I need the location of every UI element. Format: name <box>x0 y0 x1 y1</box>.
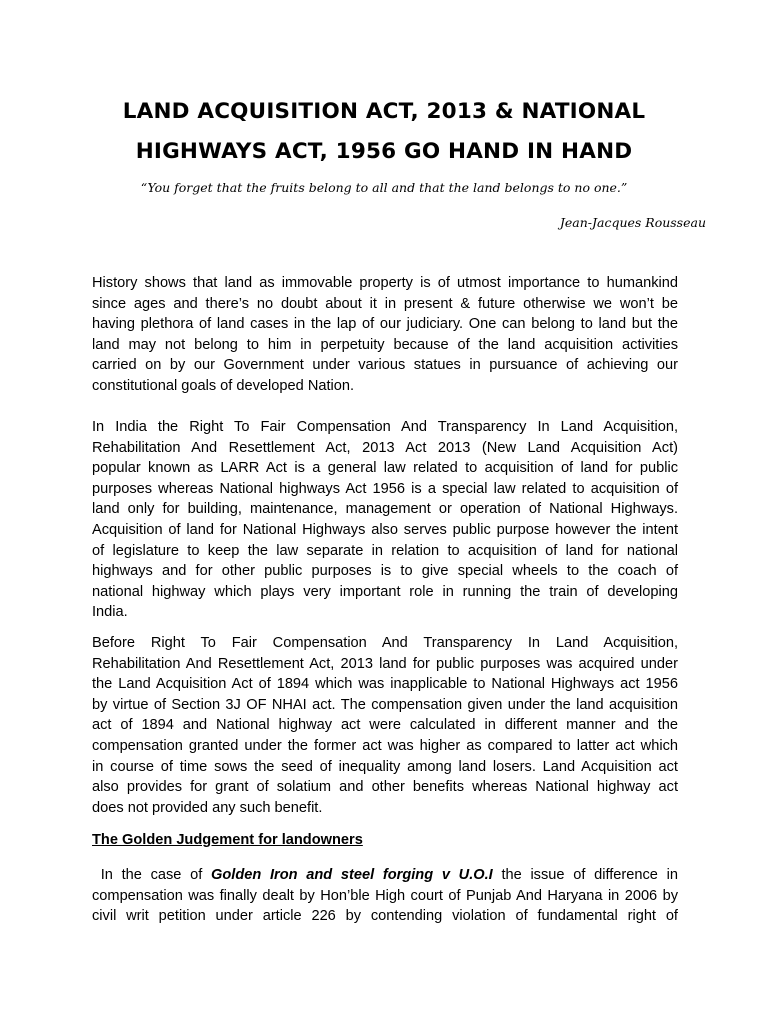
document-title-line-2: HIGHWAYS ACT, 1956 GO HAND IN HAND <box>135 139 633 164</box>
text-line: the Land Acquisition Act of 1894 which was inapplicable to National Highways act 1956 <box>92 676 678 693</box>
document-title-line-1: LAND ACQUISITION ACT, 2013 & NATIONAL <box>122 99 646 124</box>
text-line: of legislature to keep the law separate in relation to acquisition of land for national <box>92 542 678 559</box>
paragraph-before-act <box>92 633 678 818</box>
text-line: compensation granted under the former act was higher as compared to latter act which <box>92 737 678 754</box>
text-line: national highway which plays very important role in running the train of developing <box>92 583 678 600</box>
text-line: civil writ petition under article 226 by contending violation of fundamental right of <box>92 908 678 925</box>
case-name: Golden Iron and steel forging v U.O.I <box>211 867 493 883</box>
text-line: constitutional goals of developed Nation. <box>92 377 355 394</box>
paragraph-history <box>92 273 678 397</box>
text-line: does not provided any such benefit. <box>92 799 323 816</box>
text-line: Before Right To Fair Compensation And Transparency In Land Acquisition, <box>92 635 678 651</box>
text-line: purposes whereas National highways Act 1956 is a special law related to acquisition of <box>92 480 678 497</box>
text-line: India. <box>92 604 128 621</box>
text-line: highways and for other public purposes is to give special wheels to the coach of <box>92 563 678 580</box>
text-line: History shows that land as immovable property is of utmost importance to humankind <box>92 275 678 291</box>
text-line: also provides for grant of solatium and other benefits whereas National highway act <box>92 779 678 796</box>
text-line: popular known as LARR Act is a general law related to acquisition of land for public <box>92 460 678 477</box>
text-line: compensation was finally dealt by Hon’ble High court of Punjab And Haryana in 2006 by <box>92 887 678 904</box>
paragraph-larr-act <box>92 417 678 623</box>
text-line: land may not belong to him in perpetuity because of the land acquisition activities <box>92 336 678 353</box>
text-line: by virtue of Section 3J OF NHAI act. The compensation given under the land acquisition <box>92 696 678 713</box>
text-line <box>92 865 678 886</box>
text-line: In India the Right To Fair Compensation And Transparency In Land Acquisition, <box>92 419 678 435</box>
text-line: having plethora of land cases in the lap of our judiciary. One can belong to land but the <box>92 316 678 333</box>
text-line: in course of time sows the seed of inequality among land losers. Land Acquisition act <box>92 758 678 775</box>
text-line: land only for building, maintenance, management or operation of National Highways. <box>92 501 678 518</box>
text-line: Rehabilitation And Resettlement Act, 2013 land for public purposes was acquired under <box>92 655 678 672</box>
text-fragment: the issue of difference in <box>492 867 678 883</box>
text-line: Rehabilitation And Resettlement Act, 2013 Act 2013 (New Land Acquisition Act) <box>92 439 678 456</box>
epigraph-author: Jean-Jacques Rousseau <box>559 215 706 230</box>
text-line: act of 1894 and National highway act were calculated in different manner and the <box>92 717 678 734</box>
text-fragment: In the case of <box>92 867 212 883</box>
text-line: Acquisition of land for National Highways also serves public purpose however the intent <box>92 521 678 538</box>
text-line: since ages and there’s no doubt about it in present & future otherwise we won’t be <box>92 295 678 312</box>
section-heading: The Golden Judgement for landowners <box>92 832 363 848</box>
epigraph-quote: “You forget that the fruits belong to all and that the land belongs to no one.” <box>140 180 628 195</box>
paragraph-golden-judgement <box>92 865 678 927</box>
text-line: carried on by our Government under various statues in pursuance of achieving our <box>92 357 678 374</box>
